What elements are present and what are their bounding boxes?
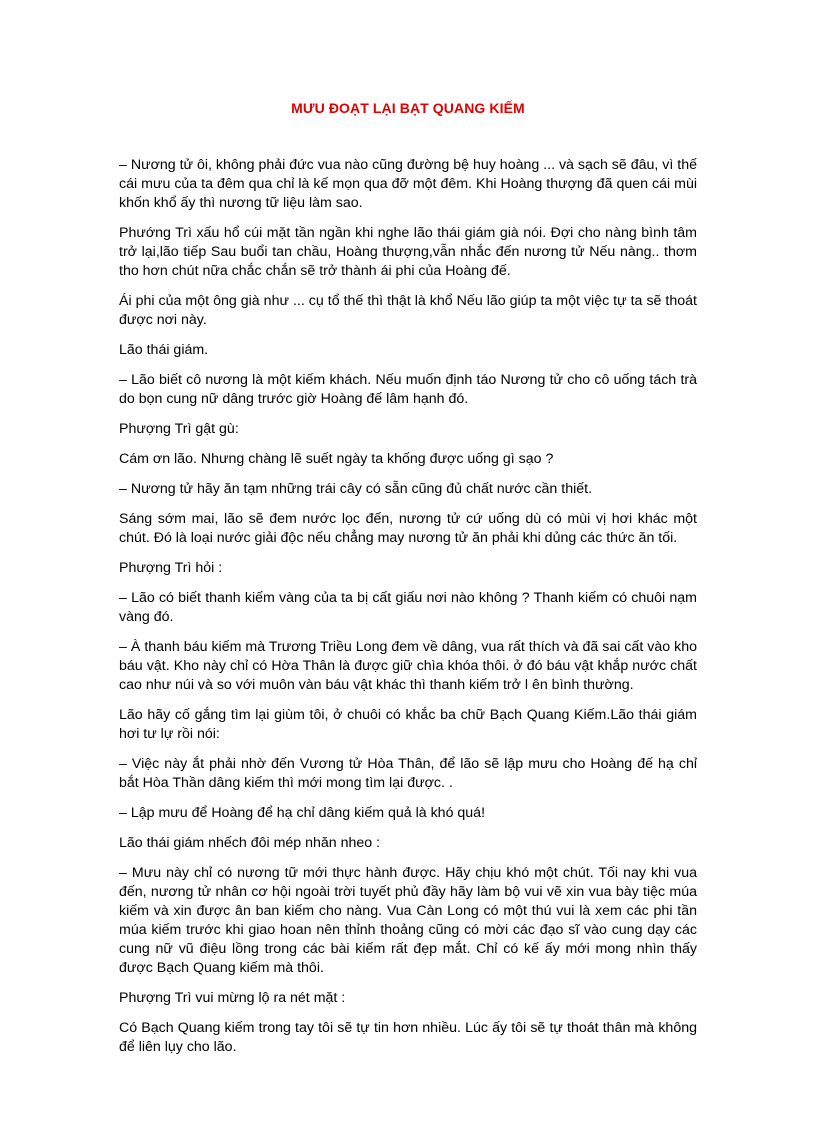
paragraph: – Nương tử hãy ăn tạm những trái cây có sẵn cũng đủ chất nước cần thiết.: [119, 481, 593, 497]
paragraph: – À thanh báu kiếm mà Trương Triều Long đem về dâng, vua rất thích và đã sai cất vào kho báu vật. Kho này chỉ có Hờa Thân là được giữ chìa khóa thôi. ở đó báu vật khắp nước chất cao như núi và so với muôn vàn báu vật khác thì thanh kiếm trở l ên bình thường.: [119, 639, 697, 693]
paragraph: Lão hãy cố gắng tìm lại giùm tôi, ở chuôi có khắc ba chữ Bạch Quang Kiếm.Lão thái giám hơi tư lự rồi nói:: [119, 707, 697, 742]
paragraph: – Mưu này chỉ có nương tữ mới thực hành được. Hãy chịu khó một chút. Tối nay khi vua đến, nương tử nhân cơ hội ngoài trời tuyết phủ đầy hãy làm bộ vui vẽ xin vua bày tiệc múa kiếm và xin được ân ban kiếm cho nàng. Vua Càn Long có một thú vui là xem các phi tần múa kiếm trước khi giao hoan nên thỉnh thoảng cũng có mời các đạo sĩ vào cung dạy các cung nữ vũ điệu lồng trong các bài kiếm rất đẹp mắt. Chỉ có kế ấy mới mong nhìn thấy được Bạch Quang kiếm mà thôi.: [119, 865, 697, 976]
paragraph: Ái phi của một ông già như ... cụ tổ thế thì thật là khổ Nếu lão giúp ta một việc tự ta sẽ thoát được nơi này.: [119, 293, 697, 328]
paragraph: – Nương tử ôi, không phải đức vua nào cũng đường bệ huy hoàng ... và sạch sẽ đâu, vì thế cái mưu của ta đêm qua chỉ là kế mọn qua đỡ một đêm. Khi Hoàng thượng đã quen cái mùi khốn khổ ấy thì nương tữ liệu làm sao.: [119, 157, 697, 211]
paragraph: Có Bạch Quang kiếm trong tay tôi sẽ tự tin hơn nhiều. Lúc ấy tôi sẽ tự thoát thân mà không để liên lụy cho lão.: [119, 1020, 697, 1055]
paragraph: – Lập mưu để Hoàng để hạ chỉ dâng kiếm quả là khó quá!: [119, 805, 486, 821]
paragraph: Lão thái giám nhếch đôi mép nhăn nheo :: [119, 835, 381, 851]
document-title: MƯU ĐOẠT LẠI BẠT QUANG KIẾM: [291, 100, 525, 116]
paragraph: – Việc này ắt phải nhờ đến Vương tử Hòa Thân, để lão sẽ lập mưu cho Hoàng đế hạ chỉ bắt Hòa Thần dâng kiếm thì mới mong tìm lại được. .: [119, 756, 697, 791]
paragraph: Cám ơn lão. Nhưng chàng lẽ suết ngày ta khống được uống gì sạo ?: [119, 451, 554, 467]
paragraph: Sáng sớm mai, lão sẽ đem nước lọc đến, nương tử cứ uống dù có mùi vị hơi khác một chút. Đó là loại nước giải độc nếu chẳng may nương tử ăn phải khi dủng các thức ăn tối.: [119, 511, 697, 546]
paragraph: Phượng Trì hỏi :: [119, 560, 223, 576]
document-page: [119, 100, 697, 1068]
paragraph: Lão thái giám.: [119, 342, 209, 358]
paragraph: – Lão biết cô nương là một kiếm khách. Nếu muốn định táo Nương tử cho cô uống tách trà do bọn cung nữ dâng trước giờ Hoàng đế lâm hạnh đó.: [119, 372, 697, 407]
paragraph: Phướng Trì xấu hổ cúi mặt tần ngần khi nghe lão thái giám già nói. Đợi cho nàng bình tâm trở lại,lão tiếp Sau buổi tan chầu, Hoàng thượng,vẫn nhắc đến nương tử Nếu nàng.. thơm tho hơn chút nữa chắc chắn sẽ trở thành ái phi của Hoàng đế.: [119, 225, 697, 279]
paragraph: Phượng Trì vui mừng lộ ra nét mặt :: [119, 990, 346, 1006]
paragraph: – Lão có biết thanh kiếm vàng của ta bị cất giấu nơi nào không ? Thanh kiếm có chuôi nạm vàng đó.: [119, 590, 697, 625]
paragraph: Phượng Trì gật gù:: [119, 421, 239, 437]
